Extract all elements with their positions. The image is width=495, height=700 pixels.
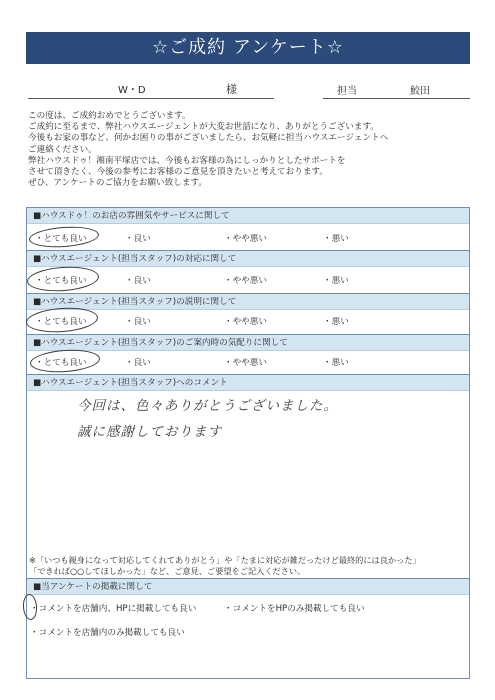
customer-honorific: 様 bbox=[226, 83, 237, 96]
comment-title: ■ハウスエージェント(担当スタッフ)へのコメント bbox=[27, 375, 469, 391]
q4-option-somewhat-bad[interactable]: ・やや悪い bbox=[224, 358, 267, 368]
q3-option-very-good[interactable]: ・とても良い bbox=[35, 317, 87, 327]
staff-name: 鮫田 bbox=[410, 86, 430, 97]
q2-option-bad[interactable]: ・悪い bbox=[323, 276, 349, 286]
survey-title: ☆ご成約 アンケート☆ bbox=[26, 32, 470, 64]
comment-line: 今回は、色々ありがとうございました。 bbox=[77, 398, 338, 414]
survey-form bbox=[26, 207, 470, 679]
q2-selection-mark bbox=[26, 265, 99, 294]
q3-option-good[interactable]: ・良い bbox=[125, 317, 151, 327]
question-1-title: ■ハウスドゥ！のお店の雰囲気やサービスに関して bbox=[27, 208, 469, 224]
intro-line: ご成約に至るまで、弊社ハウスエージェントが大変お世話になり、ありがとうございます。 bbox=[28, 122, 379, 133]
q4-option-very-good[interactable]: ・とても良い bbox=[35, 358, 87, 368]
q2-option-somewhat-bad[interactable]: ・やや悪い bbox=[224, 276, 267, 286]
q3-option-bad[interactable]: ・悪い bbox=[323, 317, 349, 327]
staff-label: 担当 bbox=[337, 86, 357, 97]
intro-line: 弊社ハウスドゥ！湘南平塚店では、今後もお客様の為にしっかりとしたサポートを bbox=[28, 155, 346, 166]
intro-line: この度は、ご成約おめでとうございます。 bbox=[28, 111, 191, 121]
publication-option-hp-only[interactable]: ・コメントをHPのみ掲載しても良い bbox=[224, 604, 365, 614]
note-line: ※「いつも親身になって対応してくれてありがとう」や「たまに対応が雑だったけど最終的には良かった」 bbox=[29, 555, 421, 565]
intro-message bbox=[28, 111, 473, 189]
note-line: 「できれば○○してほしかった」など、ご意見、ご要望をご記入ください。 bbox=[29, 566, 306, 576]
question-2-title: ■ハウスエージェント(担当スタッフ)の対応に関して bbox=[27, 251, 469, 267]
customer-underline bbox=[28, 98, 274, 99]
handwritten-comment bbox=[77, 393, 407, 445]
q1-option-somewhat-bad[interactable]: ・やや悪い bbox=[224, 234, 267, 244]
staff-underline bbox=[323, 98, 470, 99]
publication-selection-mark bbox=[22, 594, 38, 621]
q1-selection-mark bbox=[28, 225, 99, 250]
intro-line: ぜひ、アンケートのご協力をお願い致します。 bbox=[28, 178, 207, 189]
question-3-title: ■ハウスエージェント(担当スタッフ)の説明に関して bbox=[27, 294, 469, 310]
q1-option-very-good[interactable]: ・とても良い bbox=[35, 234, 87, 244]
comment-line: 誠に感謝しております bbox=[77, 424, 222, 440]
q2-option-very-good[interactable]: ・とても良い bbox=[35, 276, 87, 286]
publication-title: ■当アンケートの掲載に関して bbox=[27, 579, 469, 595]
q4-selection-mark bbox=[29, 348, 100, 375]
intro-line: させて頂きたく、今後の参考にお客様のご意見を頂きたいと考えております。 bbox=[28, 167, 328, 178]
publication-option-store-only[interactable]: ・コメントを店舗内のみ掲載しても良い bbox=[30, 628, 185, 638]
q1-option-good[interactable]: ・良い bbox=[125, 234, 151, 244]
question-4-title: ■ハウスエージェント(担当スタッフ)のご案内時の気配りに関して bbox=[27, 335, 469, 351]
q4-option-good[interactable]: ・良い bbox=[125, 358, 151, 368]
q1-option-bad[interactable]: ・悪い bbox=[323, 234, 349, 244]
customer-name: W・D bbox=[118, 85, 146, 96]
q2-option-good[interactable]: ・良い bbox=[125, 276, 151, 286]
intro-line: 今後もお家の事など、何かお困りの事がございましたら、お気軽に担当ハウスエージェントへ bbox=[28, 133, 389, 144]
intro-line: ご連絡ください。 bbox=[28, 144, 97, 155]
comment-guidance-note bbox=[29, 555, 421, 577]
publication-option-store-and-hp[interactable]: ・コメントを店舗内、HPに掲載しても良い bbox=[30, 604, 197, 614]
q3-option-somewhat-bad[interactable]: ・やや悪い bbox=[224, 317, 267, 327]
q4-option-bad[interactable]: ・悪い bbox=[323, 358, 349, 368]
